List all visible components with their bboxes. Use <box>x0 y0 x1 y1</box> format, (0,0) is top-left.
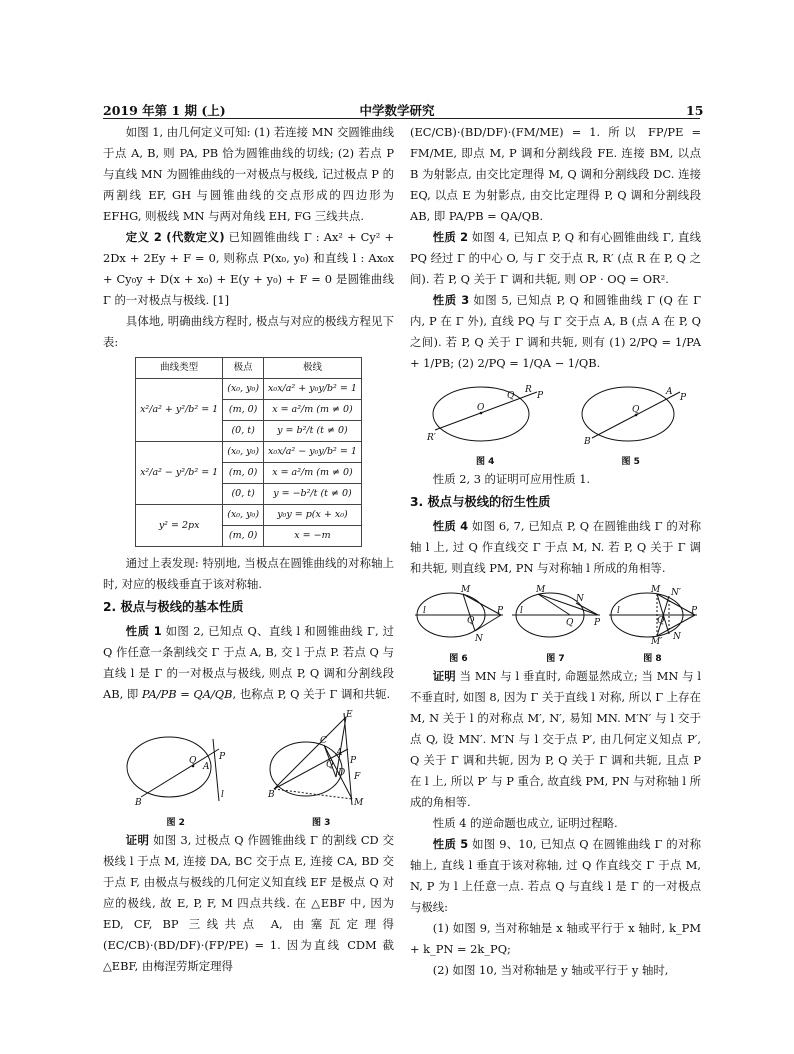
pole-cell: (m, 0) <box>223 463 264 484</box>
left-column <box>103 122 394 977</box>
figure-6 <box>413 583 505 666</box>
right-column <box>410 122 701 981</box>
definition-text: 已知圆锥曲线 Γ : Ax² + Cy² + 2Dx + 2Ey + F = 0, 则称点 P(x₀, y₀) 和直线 l : Ax₀x + Cy₀y + D(x + x₀) + E(y + y₀) + F = 0 是圆锥曲线 Γ 的一对极点与极线. [1] <box>103 230 394 307</box>
figure-4-diagram <box>425 378 545 448</box>
journal-issue: 2019 年第 1 期 (上) <box>103 103 226 118</box>
svg-text:B: B <box>583 437 591 447</box>
svg-text:N: N <box>672 632 681 642</box>
pole-polar-table <box>135 357 362 547</box>
svg-text:l: l <box>616 606 620 616</box>
header-rule <box>103 118 700 119</box>
polar-cell: y = b²/t (t ≠ 0) <box>264 421 362 442</box>
property-5 <box>410 834 701 918</box>
svg-text:A: A <box>336 748 343 758</box>
pole-cell: (m, 0) <box>223 400 264 421</box>
figure-3-diagram <box>266 709 376 809</box>
property-text: , 也称点 P, Q 关于 Γ 调和共轭. <box>232 687 391 701</box>
table-header-row <box>136 358 362 379</box>
property-text: 如图 9、10, 已知点 Q 在圆锥曲线 Γ 的对称轴上, 直线 l 垂直于该对称轴, 过 Q 作直线交 Γ 于点 M, N, P 为 l 上任意一点. 若点 Q 与直线 l 是 Γ 的一对极点与极线: <box>410 837 701 914</box>
svg-text:P: P <box>218 752 225 762</box>
paragraph: 性质 4 的逆命题也成立, 证明过程略. <box>432 816 618 830</box>
figure-5-diagram <box>576 378 686 448</box>
polar-cell: x = a²/m (m ≠ 0) <box>264 463 362 484</box>
figure-2 <box>121 719 231 830</box>
figure-row <box>103 709 394 830</box>
property-1 <box>103 621 394 705</box>
svg-text:A: A <box>665 387 673 397</box>
svg-text:N: N <box>474 634 483 644</box>
svg-text:F: F <box>354 772 361 782</box>
polar-cell: y₀y = p(x + x₀) <box>264 505 362 526</box>
svg-text:Q: Q <box>656 616 664 626</box>
pole-cell: (0, t) <box>223 421 264 442</box>
svg-text:Q: Q <box>466 616 474 626</box>
journal-title: 中学数学研究 <box>359 103 435 118</box>
svg-text:B: B <box>134 798 142 808</box>
proof <box>410 666 701 813</box>
pole-cell: (x₀, y₀) <box>223 442 264 463</box>
definition-2 <box>103 227 394 311</box>
svg-text:Q: Q <box>565 618 573 628</box>
list-item: (1) 如图 9, 当对称轴是 x 轴或平行于 x 轴时, k_PM + k_PN = 2k_PQ; <box>410 921 701 956</box>
svg-text:l: l <box>422 606 426 616</box>
pole-cell: (x₀, y₀) <box>223 379 264 400</box>
svg-text:P: P <box>496 606 503 616</box>
pole-cell: (x₀, y₀) <box>223 505 264 526</box>
svg-text:P: P <box>350 756 357 766</box>
paragraph: 性质 2, 3 的证明可应用性质 1. <box>432 472 591 486</box>
figure-row <box>410 583 701 666</box>
page-number: 15 <box>686 103 704 118</box>
property-label: 性质 4 <box>432 519 469 533</box>
figure-8-diagram <box>607 583 699 645</box>
figure-caption: 图 3 <box>312 818 331 828</box>
proof-label: 证明 <box>432 669 456 683</box>
svg-text:N: N <box>575 594 584 604</box>
property-2 <box>410 227 701 290</box>
curve-type: y² = 2px <box>136 505 223 547</box>
polar-cell: x = −m <box>264 526 362 547</box>
svg-text:M: M <box>650 585 660 595</box>
figure-5 <box>576 378 686 469</box>
svg-text:R: R <box>525 385 533 395</box>
svg-text:B: B <box>268 790 275 800</box>
property-text: 如图 6, 7, 已知点 P, Q 在圆锥曲线 Γ 的对称轴 l 上, 过 Q 作直线交 Γ 于点 M, N. 若 P, Q 关于 Γ 调和共轭, 则直线 PM, PN 与对称轴 l 所成的角相等. <box>410 519 701 575</box>
figure-caption: 图 6 <box>449 654 468 664</box>
svg-text:M: M <box>354 798 364 808</box>
svg-text:E: E <box>346 710 353 720</box>
property-label: 性质 2 <box>432 230 469 244</box>
section-heading: 3. 极点与极线的衍生性质 <box>410 495 551 509</box>
proof-label: 证明 <box>125 833 150 847</box>
svg-text:P: P <box>690 606 697 616</box>
svg-text:M: M <box>460 585 470 595</box>
polar-cell: x = a²/m (m ≠ 0) <box>264 400 362 421</box>
table-row <box>136 379 362 400</box>
figure-6-diagram <box>413 583 505 645</box>
svg-text:Q: Q <box>188 756 197 766</box>
figure-caption: 图 5 <box>621 457 640 467</box>
pole-cell: (m, 0) <box>223 526 264 547</box>
svg-text:P: P <box>593 618 600 628</box>
property-label: 性质 3 <box>432 293 470 307</box>
section-heading: 2. 极点与极线的基本性质 <box>103 600 244 614</box>
property-3 <box>410 290 701 374</box>
svg-text:O: O <box>477 403 485 413</box>
svg-text:M: M <box>535 585 545 595</box>
figure-caption: 图 7 <box>546 654 565 664</box>
figure-7 <box>510 583 602 666</box>
figure-4 <box>425 378 545 469</box>
paragraph: 具体地, 明确曲线方程时, 极点与对应的极线方程见下表: <box>103 314 394 349</box>
svg-text:A: A <box>202 762 210 772</box>
figure-2-diagram <box>121 719 231 809</box>
property-text: 如图 5, 已知点 P, Q 和圆锥曲线 Γ (Q 在 Γ 内, P 在 Γ 外), 直线 PQ 与 Γ 交于点 A, B (点 A 在 P, Q 之间). 若 P, Q 关于 Γ 调和共轭, 则有 (1) 2/PQ = 1/PA + 1/PB; (2) 2/PQ = 1/QA − 1/QB. <box>410 293 701 370</box>
proof-text: 如图 3, 过极点 Q 作圆锥曲线 Γ 的割线 CD 交极线 l 于点 M, 连接 DA, BC 交于点 E, 连接 CA, BD 交于点 F, 由极点与极线的几何定义知直线 EF 是极点 Q 对应的极线, 故 E, P, F, M 四点共线. 在 △EBF 中, 因为 ED, CF, BP 三线共点 A, 由塞瓦定理得 (EC/CB)·(BD/DF)·(FP/PE) = 1. 因为直线 CDM 截 △EBF, 由梅涅劳斯定理得 <box>103 833 394 973</box>
proof <box>103 830 394 977</box>
list-item: (2) 如图 10, 当对称轴是 y 轴或平行于 y 轴时, <box>432 963 669 977</box>
definition-label: 定义 2 (代数定义) <box>125 230 225 244</box>
paragraph: 如图 1, 由几何定义可知: (1) 若连接 MN 交圆锥曲线于点 A, B, 则 PA, PB 恰为圆锥曲线的切线; (2) 若点 P 与直线 MN 为圆锥曲线的一对极点与极线, 记过极点 P 的两割线 EF, GH 与圆锥曲线的交点形成的四边形为 EFHG, 则极线 MN 与两对角线 EH, FG 三线共点. <box>103 125 394 223</box>
figure-caption: 图 8 <box>643 654 662 664</box>
svg-text:Q: Q <box>507 391 515 401</box>
table-row <box>136 442 362 463</box>
paragraph: 通过上表发现: 特别地, 当极点在圆锥曲线的对称轴上时, 对应的极线垂直于该对称轴. <box>103 556 394 591</box>
polar-cell: x₀x/a² − y₀y/b² = 1 <box>264 442 362 463</box>
figure-caption: 图 2 <box>166 818 185 828</box>
svg-text:Q: Q <box>631 405 640 415</box>
property-label: 性质 1 <box>125 624 162 638</box>
table-header: 曲线类型 <box>136 358 223 379</box>
svg-text:Q: Q <box>326 760 334 770</box>
svg-text:M′: M′ <box>650 637 662 645</box>
curve-type: x²/a² + y²/b² = 1 <box>136 379 223 442</box>
property-text: 如图 2, 已知点 Q、直线 l 和圆锥曲线 Γ, 过 Q 作任意一条割线交 Γ 于点 A, B, 交 l 于点 P. 若点 Q 与直线 l 是 Γ 的一对极点与极线, 则点 P, Q 调和分割线段 AB, 即 <box>103 624 394 701</box>
svg-text:R′: R′ <box>427 433 437 443</box>
table-header: 极点 <box>223 358 264 379</box>
figure-3 <box>266 709 376 830</box>
svg-text:l: l <box>220 790 224 800</box>
equation: PA/PB = QA/QB <box>141 687 233 701</box>
svg-text:P: P <box>679 393 686 403</box>
figure-row <box>410 378 701 469</box>
proof-text: 当 MN 与 l 垂直时, 命题显然成立; 当 MN 与 l 不垂直时, 如图 8, 因为 Γ 关于直线 l 对称, 所以 Γ 上存在 M, N 关于 l 的对称点 M′, N′, 易知 MN. M′N′ 与 l 交于点 Q, 设 MN′. M′N 与 l 交于点 P′, 由几何定义知点 P′, Q 关于 Γ 调和共轭, 因为 P, Q 关于 Γ 调和共轭, 且点 P 在 l 上, 所以 P′ 与 P 重合, 故直线 PM, PN 与对称轴 l 所成的角相等. <box>410 669 701 809</box>
property-4 <box>410 516 701 579</box>
table-header: 极线 <box>264 358 362 379</box>
property-text: 如图 4, 已知点 P, Q 和有心圆锥曲线 Γ, 直线 PQ 经过 Γ 的中心 O, 与 Γ 交于点 R, R′ (点 R 在 P, Q 之间). 若 P, Q 关于 Γ 调和共轭, 则 OP · OQ = OR². <box>410 230 701 286</box>
polar-cell: x₀x/a² + y₀y/b² = 1 <box>264 379 362 400</box>
paragraph: (EC/CB)·(BD/DF)·(FM/ME) = 1. 所以 FP/PE = FM/ME, 即点 M, P 调和分割线段 FE. 连接 BM, 以点 B 为射影点, 由交比定理得 M, Q 调和分割线段 DC. 连接 EQ, 以点 E 为射影点, 由交比定理得 P, Q 调和分割线段 AB, 即 PA/PB = QA/QB. <box>410 125 701 223</box>
svg-text:C: C <box>320 736 328 746</box>
curve-type: x²/a² − y²/b² = 1 <box>136 442 223 505</box>
figure-7-diagram <box>510 583 602 645</box>
property-label: 性质 5 <box>432 837 469 851</box>
polar-cell: y = −b²/t (t ≠ 0) <box>264 484 362 505</box>
svg-text:l: l <box>519 606 523 616</box>
pole-cell: (0, t) <box>223 484 264 505</box>
figure-8 <box>607 583 699 666</box>
figure-caption: 图 4 <box>476 457 495 467</box>
svg-text:N′: N′ <box>670 588 681 598</box>
svg-text:D: D <box>338 768 346 778</box>
svg-text:P: P <box>537 391 544 401</box>
table-row <box>136 505 362 526</box>
